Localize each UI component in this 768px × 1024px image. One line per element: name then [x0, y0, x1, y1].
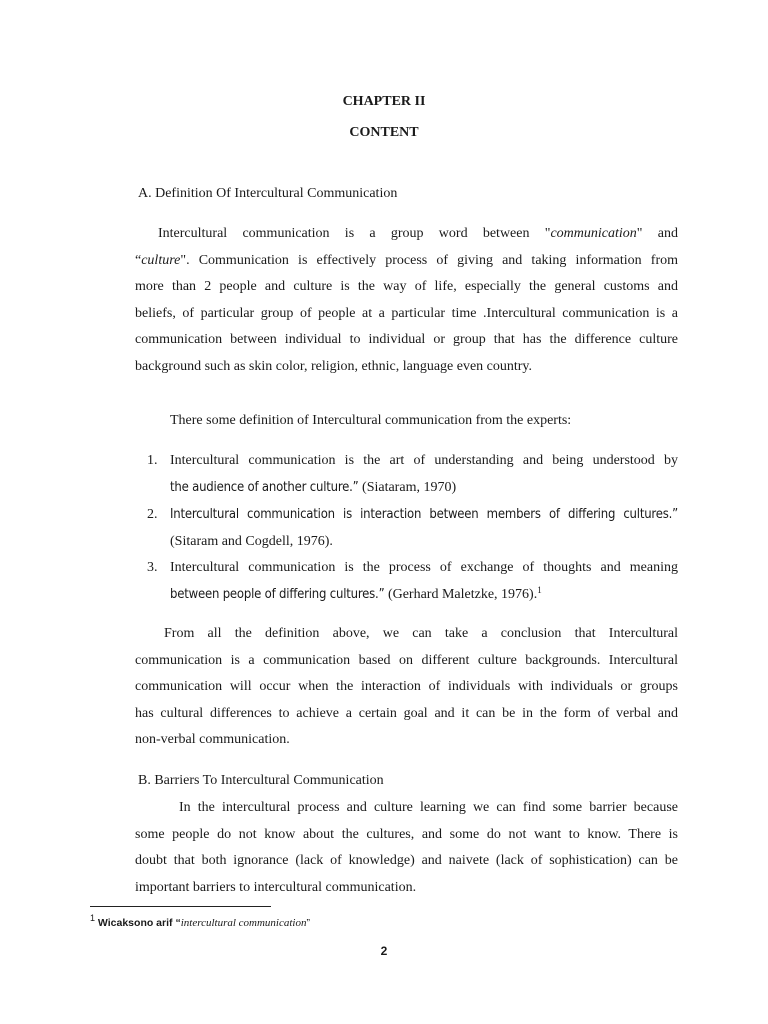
definition-3-line-2: between people of differing cultures.” (Gerhard Maletzke, 1976).$^1$ [170, 585, 542, 602]
list-number-1: 1. [147, 453, 158, 468]
definition-2-line-2: (Sitaram and Cogdell, 1976). [170, 534, 333, 549]
para2-line-1: From all the definition above, we can take a conclusion that Intercultural [164, 626, 678, 641]
footnote-number: 1 [90, 913, 96, 923]
definition-1-line-2: the audience of another culture.” (Siataram, 1970) [170, 480, 457, 495]
definition-3-line-1: Intercultural communication is the process of exchange of thoughts and meaning [170, 560, 678, 575]
section-b-paragraph [135, 795, 678, 901]
para1-line-4: beliefs, of particular group of people at a particular time .Intercultural communication is a [135, 305, 678, 321]
para2-line-2: communication is a communication based on different culture backgrounds. Intercultural [135, 652, 678, 668]
section-a-heading: A. Definition Of Intercultural Communication [138, 186, 398, 201]
para1-line-5: communication between individual to individual or group that has the difference culture [135, 332, 678, 347]
list-number-3: 3. [147, 560, 158, 575]
section-b-line-4: important barriers to intercultural communication. [135, 879, 417, 895]
para2-line-3: communication will occur when the interaction of individuals with individuals or groups [135, 679, 678, 694]
footnote-separator [90, 906, 271, 907]
section-a-paragraph-1 [135, 221, 678, 380]
list-number-2: 2. [147, 507, 158, 522]
definition-item-1 [170, 447, 678, 501]
footnote-reference[interactable]: 1 [537, 585, 542, 595]
footnote [90, 913, 310, 929]
section-b-line-2: some people do not know about the cultures, and some do not want to know. There is [135, 826, 678, 842]
definition-1-line-1: Intercultural communication is the art of understanding and being understood by [170, 453, 678, 468]
section-b-heading: B. Barriers To Intercultural Communication [138, 773, 384, 788]
definition-item-2 [170, 501, 678, 555]
para1-line-6: background such as skin color, religion, ethnic, language even country. [135, 358, 533, 374]
para1-line-3: more than 2 people and culture is the way of life, especially the general customs and [135, 279, 678, 294]
para2-line-4: has cultural differences to achieve a certain goal and it can be in the form of verbal and [135, 705, 678, 721]
section-a-paragraph-2 [135, 621, 678, 754]
para1-line-1: Intercultural communication is a group word between "communication" and [158, 226, 678, 241]
content-title: CONTENT [349, 125, 419, 140]
definitions-intro: There some definition of Intercultural communication from the experts: [170, 413, 572, 428]
para1-line-2: “culture". Communication is effectively process of giving and taking information from [135, 252, 678, 268]
footnote-title: intercultural communication [180, 917, 307, 929]
section-b-line-1: In the intercultural process and culture learning we can find some barrier because [179, 800, 678, 815]
definition-2-line-1: Intercultural communication is interaction between members of differing cultures.” [170, 507, 678, 522]
footnote-author: Wicaksono arif “ [95, 917, 181, 929]
section-b-line-3: doubt that both ignorance (lack of knowledge) and naivete (lack of sophistication) can be [135, 853, 678, 868]
para2-line-5: non-verbal communication. [135, 732, 290, 747]
definition-item-3 [170, 554, 678, 608]
chapter-title: CHAPTER II [342, 94, 426, 109]
page-number: 2 [380, 944, 388, 958]
footnote-close-quote: ” [306, 917, 310, 929]
